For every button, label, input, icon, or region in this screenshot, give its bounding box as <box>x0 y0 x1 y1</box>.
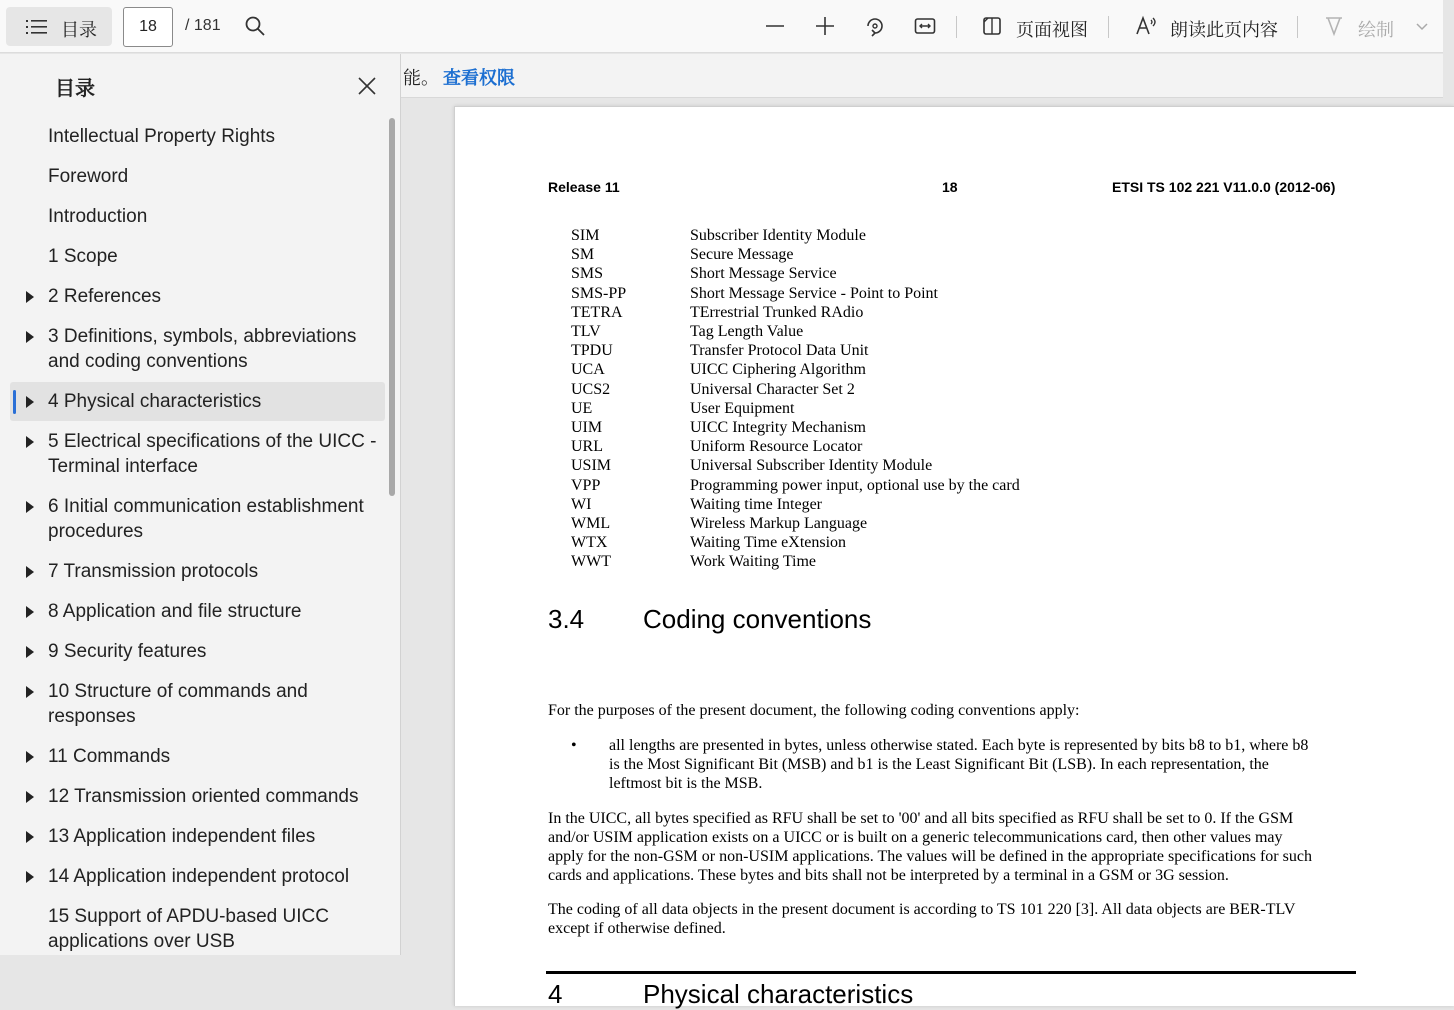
toc-item-label: 14 Application independent protocol <box>48 866 350 887</box>
document-viewer <box>401 54 1443 1009</box>
expand-caret-icon[interactable] <box>26 831 34 843</box>
sidebar-scrollbar[interactable] <box>389 118 395 496</box>
search-icon[interactable] <box>243 14 267 38</box>
page-view-button[interactable]: 页面视图 <box>1016 20 1088 41</box>
toc-item-label: 5 Electrical specifications of the UICC - Terminal interface <box>48 431 377 477</box>
toc-toggle-button[interactable] <box>6 7 112 46</box>
abbreviation-term: UCA <box>571 361 605 378</box>
toc-item-label: 15 Support of APDU-based UICC applications over USB <box>48 906 329 952</box>
abbreviation-term: UCS2 <box>571 381 611 398</box>
zoom-out-icon[interactable] <box>763 14 787 38</box>
header-release: Release 11 <box>548 179 620 195</box>
abbreviation-meaning: Tag Length Value <box>690 323 804 340</box>
rotate-icon[interactable] <box>863 14 887 38</box>
toc-item-label: 12 Transmission oriented commands <box>48 786 359 807</box>
toc-item-label: Foreword <box>48 166 129 187</box>
abbreviation-meaning: Uniform Resource Locator <box>690 438 863 455</box>
section-number: 3.4 <box>548 604 585 634</box>
abbreviation-term: UIM <box>571 419 603 436</box>
page-view-icon[interactable] <box>980 14 1004 38</box>
toc-item-label: 9 Security features <box>48 641 207 662</box>
abbreviation-term: WTX <box>571 534 608 551</box>
toc-item[interactable] <box>10 317 385 381</box>
toc-item-label: 10 Structure of commands and responses <box>48 681 308 727</box>
expand-caret-icon[interactable] <box>26 751 34 763</box>
abbreviation-meaning: Programming power input, optional use by the card <box>690 477 1020 494</box>
toc-item[interactable] <box>10 197 385 236</box>
sidebar-title: 目录 <box>55 76 95 100</box>
toc-item[interactable] <box>10 897 385 961</box>
section-number: 4 <box>548 979 563 1009</box>
toc-sidebar <box>0 54 401 955</box>
toc-toggle-label: 目录 <box>61 20 97 41</box>
abbreviation-meaning: UICC Ciphering Algorithm <box>690 361 866 378</box>
toc-item[interactable] <box>10 632 385 671</box>
read-aloud-icon[interactable] <box>1134 14 1158 38</box>
toc-item-label: 13 Application independent files <box>48 826 316 847</box>
list-icon <box>26 19 48 35</box>
expand-caret-icon[interactable] <box>26 501 34 513</box>
selection-indicator <box>13 390 16 414</box>
chevron-down-icon[interactable] <box>1414 18 1430 34</box>
expand-caret-icon[interactable] <box>26 606 34 618</box>
paragraph-line: and/or USIM application exists on a UICC or is built on a generic telecommunications card, then other values may <box>548 829 1283 846</box>
abbreviation-meaning: UICC Integrity Mechanism <box>690 419 866 436</box>
bullet-line: is the Most Significant Bit (MSB) and b1 is the Least Significant Bit (LSB). In each representation, the <box>609 756 1269 773</box>
section-rule <box>546 971 1356 974</box>
paragraph-line: except if otherwise defined. <box>548 920 726 937</box>
notice-text: 能。 <box>403 68 439 89</box>
zoom-in-icon[interactable] <box>813 14 837 38</box>
paragraph-line: cards and applications. These bytes and bits shall not be interpreted by a terminal in a GSM or 3G session. <box>548 867 1229 884</box>
abbreviation-meaning: Short Message Service - Point to Point <box>690 285 938 302</box>
toolbar-divider <box>1108 16 1109 38</box>
abbreviation-term: WML <box>571 515 611 532</box>
abbreviation-term: SMS <box>571 265 604 282</box>
abbreviation-meaning: Waiting Time eXtension <box>690 534 847 551</box>
draw-button[interactable]: 绘制 <box>1358 20 1394 41</box>
abbreviation-meaning: Transfer Protocol Data Unit <box>690 342 869 359</box>
toc-item-label: 3 Definitions, symbols, abbreviations and coding conventions <box>48 326 357 372</box>
toc-item[interactable] <box>10 422 385 486</box>
toc-item-label: 4 Physical characteristics <box>48 391 262 412</box>
paragraph-line: In the UICC, all bytes specified as RFU shall be set to '00' and all bits specified as RFU shall be set to 0. If the GSM <box>548 810 1294 827</box>
abbreviation-term: TLV <box>571 323 601 340</box>
expand-caret-icon[interactable] <box>26 396 34 408</box>
page-number-input[interactable]: 18 <box>123 7 173 47</box>
page-total: / 181 <box>185 17 221 34</box>
paragraph-line: The coding of all data objects in the present document is according to TS 101 220 [3]. All data objects are BER-TLV <box>548 901 1296 918</box>
abbreviation-meaning: Universal Subscriber Identity Module <box>690 457 933 474</box>
abbreviation-meaning: Short Message Service <box>690 265 837 282</box>
toc-item[interactable] <box>10 487 385 551</box>
permission-notice <box>401 54 1443 98</box>
toc-item-label: 7 Transmission protocols <box>48 561 259 582</box>
section-title: Physical characteristics <box>643 979 914 1009</box>
abbreviation-term: UE <box>571 400 593 417</box>
abbreviation-meaning: User Equipment <box>690 400 795 417</box>
toolbar <box>0 0 1443 53</box>
abbreviation-meaning: Waiting time Integer <box>690 496 822 513</box>
expand-caret-icon[interactable] <box>26 331 34 343</box>
toc-item-label: 1 Scope <box>48 246 118 267</box>
expand-caret-icon[interactable] <box>26 566 34 578</box>
bullet-line: leftmost bit is the MSB. <box>609 775 763 792</box>
toc-item-label: 11 Commands <box>48 746 171 767</box>
abbreviation-term: URL <box>571 438 603 455</box>
section-title: Coding conventions <box>643 604 872 634</box>
toc-item-label: 2 References <box>48 286 162 307</box>
expand-caret-icon[interactable] <box>26 291 34 303</box>
abbreviation-term: TETRA <box>571 304 623 321</box>
abbreviation-meaning: Subscriber Identity Module <box>690 227 866 244</box>
abbreviation-term: SMS-PP <box>571 285 627 302</box>
abbreviation-meaning: TErrestrial Trunked RAdio <box>690 304 864 321</box>
draw-icon[interactable] <box>1322 14 1346 38</box>
header-spec: ETSI TS 102 221 V11.0.0 (2012-06) <box>1112 179 1336 195</box>
bullet-line: all lengths are presented in bytes, unless otherwise stated. Each byte is represented by bits b8 to b1, where b8 <box>609 737 1309 754</box>
abbreviation-term: WI <box>571 496 592 513</box>
toc-item-label: Introduction <box>48 206 148 227</box>
abbreviation-term: WWT <box>571 553 611 570</box>
toc-item[interactable] <box>10 117 385 156</box>
abbreviation-term: SIM <box>571 227 600 244</box>
toc-item[interactable] <box>10 552 385 591</box>
toc-item[interactable] <box>10 157 385 196</box>
toc-item-label: 6 Initial communication establishment procedures <box>48 496 364 542</box>
toc-item[interactable] <box>10 817 385 856</box>
abbreviation-term: USIM <box>571 457 612 474</box>
toc-item[interactable] <box>10 672 385 736</box>
toolbar-divider <box>1297 16 1298 38</box>
pdf-page <box>454 106 1454 1009</box>
read-aloud-button[interactable]: 朗读此页内容 <box>1170 20 1278 41</box>
expand-caret-icon[interactable] <box>26 436 34 448</box>
abbreviation-meaning: Secure Message <box>690 246 794 263</box>
abbreviation-term: TPDU <box>571 342 613 359</box>
abbreviation-term: SM <box>571 246 595 263</box>
abbreviation-term: VPP <box>571 477 601 494</box>
toc-item[interactable] <box>10 737 385 776</box>
toc-item[interactable] <box>10 277 385 316</box>
toc-item[interactable] <box>10 382 385 421</box>
expand-caret-icon[interactable] <box>26 686 34 698</box>
close-icon[interactable] <box>356 75 378 97</box>
toc-item-label: 8 Application and file structure <box>48 601 302 622</box>
header-page-number: 18 <box>942 179 958 195</box>
intro-text: For the purposes of the present document, the following coding conventions apply: <box>548 702 1080 719</box>
toc-item[interactable] <box>10 237 385 276</box>
toc-item[interactable] <box>10 592 385 631</box>
toc-item-label: Intellectual Property Rights <box>48 126 276 147</box>
toolbar-divider <box>956 16 957 38</box>
bullet-mark: • <box>571 737 577 754</box>
expand-caret-icon[interactable] <box>26 871 34 883</box>
expand-caret-icon[interactable] <box>26 791 34 803</box>
view-permissions-link[interactable]: 查看权限 <box>443 68 515 89</box>
abbreviation-meaning: Work Waiting Time <box>690 553 817 570</box>
abbreviation-meaning: Wireless Markup Language <box>690 515 868 532</box>
fit-width-icon[interactable] <box>913 14 937 38</box>
abbreviation-meaning: Universal Character Set 2 <box>690 381 855 398</box>
expand-caret-icon[interactable] <box>26 646 34 658</box>
paragraph-line: apply for the non-GSM or non-USIM applications. The values will be defined in the appropriate specifications for such <box>548 848 1312 865</box>
